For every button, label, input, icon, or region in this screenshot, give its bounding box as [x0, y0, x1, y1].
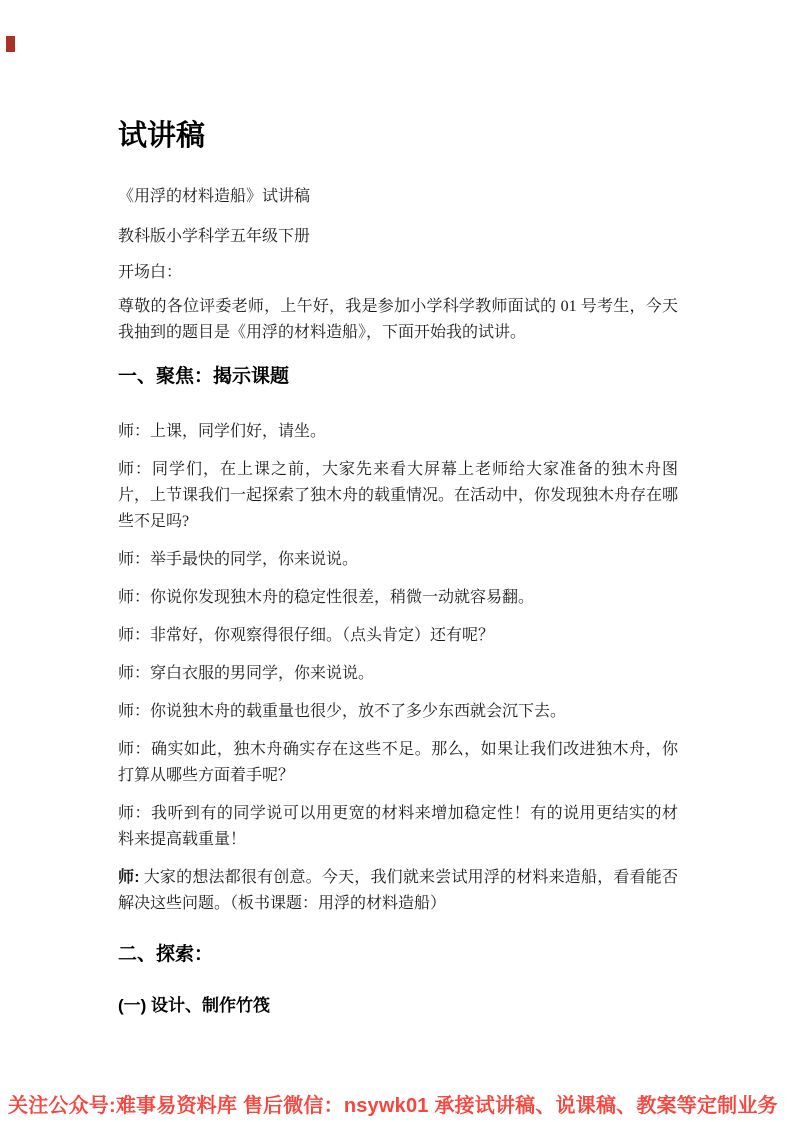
dialogue-paragraph — [118, 457, 678, 535]
dialogue-paragraph — [118, 865, 678, 917]
dialogue-text: 我听到有的同学说可以用更宽的材料来增加稳定性！有的说用更结实的材料来提高载重量！ — [118, 805, 678, 848]
dialogue-paragraph — [118, 623, 678, 649]
speaker-label: 师： — [118, 551, 151, 568]
speaker-label: 师： — [118, 423, 151, 440]
dialogue-text: 确实如此，独木舟确实存在这些不足。那么，如果让我们改进独木舟，你打算从哪些方面着手呢？ — [118, 741, 678, 784]
opening-paragraph: 尊敬的各位评委老师，上午好，我是参加小学科学教师面试的 01 号考生，今天我抽到的题目是《用浮的材料造船》，下面开始我的试讲。 — [118, 298, 678, 341]
dialogue-text: 你说你发现独木舟的稳定性很差，稍微一动就容易翻。 — [150, 589, 535, 606]
dialogue-paragraph — [118, 419, 678, 445]
dialogue-text: 上课，同学们好，请坐。 — [150, 423, 327, 440]
page-title: 试讲稿 — [118, 120, 206, 152]
subsection-heading: (一) 设计、制作竹筏 — [118, 996, 271, 1015]
speaker-label: 师： — [118, 805, 151, 822]
section-heading-explore: 二、探索： — [118, 944, 214, 965]
dialogue-paragraph — [118, 585, 678, 611]
footer-text: 关注公众号:难事易资料库 售后微信：nsywk01 承接试讲稿、说课稿、教案等定制业务 — [8, 1095, 778, 1117]
corner-mark — [6, 36, 15, 52]
speaker-label: 师： — [118, 665, 151, 682]
opening-label: 开场白： — [118, 264, 183, 281]
dialogue-paragraph — [118, 801, 678, 853]
dialogue-text: 非常好，你观察得很仔细。（点头肯定）还有呢？ — [150, 627, 495, 644]
dialogue-text: 大家的想法都很有创意。今天，我们就来尝试用浮的材料来造船，看看能否解决这些问题。（板书课题：用浮的材料造船） — [118, 869, 678, 912]
dialogue-paragraph — [118, 547, 678, 573]
dialogue-text: 你说独木舟的载重量也很少，放不了多少东西就会沉下去。 — [150, 703, 567, 720]
document-content — [118, 0, 678, 1017]
speaker-label: 师： — [118, 703, 151, 720]
speaker-label: 师: — [118, 869, 140, 886]
document-subtitle: 《用浮的材料造船》试讲稿 — [118, 188, 311, 205]
speaker-label: 师： — [118, 461, 152, 478]
speaker-label: 师： — [118, 589, 151, 606]
dialogue-paragraph — [118, 661, 678, 687]
dialogue-paragraph — [118, 737, 678, 789]
textbook-line: 教科版小学科学五年级下册 — [118, 228, 311, 245]
section-heading-focus: 一、聚焦：揭示课题 — [118, 366, 290, 387]
dialogue-text: 举手最快的同学，你来说说。 — [150, 551, 359, 568]
dialogue-text: 同学们，在上课之前，大家先来看大屏幕上老师给大家准备的独木舟图片，上节课我们一起探索了独木舟的载重情况。在活动中，你发现独木舟存在哪些不足吗? — [118, 461, 679, 530]
dialogue-paragraph — [118, 699, 678, 725]
speaker-label: 师： — [118, 627, 151, 644]
speaker-label: 师： — [118, 741, 151, 758]
dialogue-text: 穿白衣服的男同学，你来说说。 — [150, 665, 375, 682]
